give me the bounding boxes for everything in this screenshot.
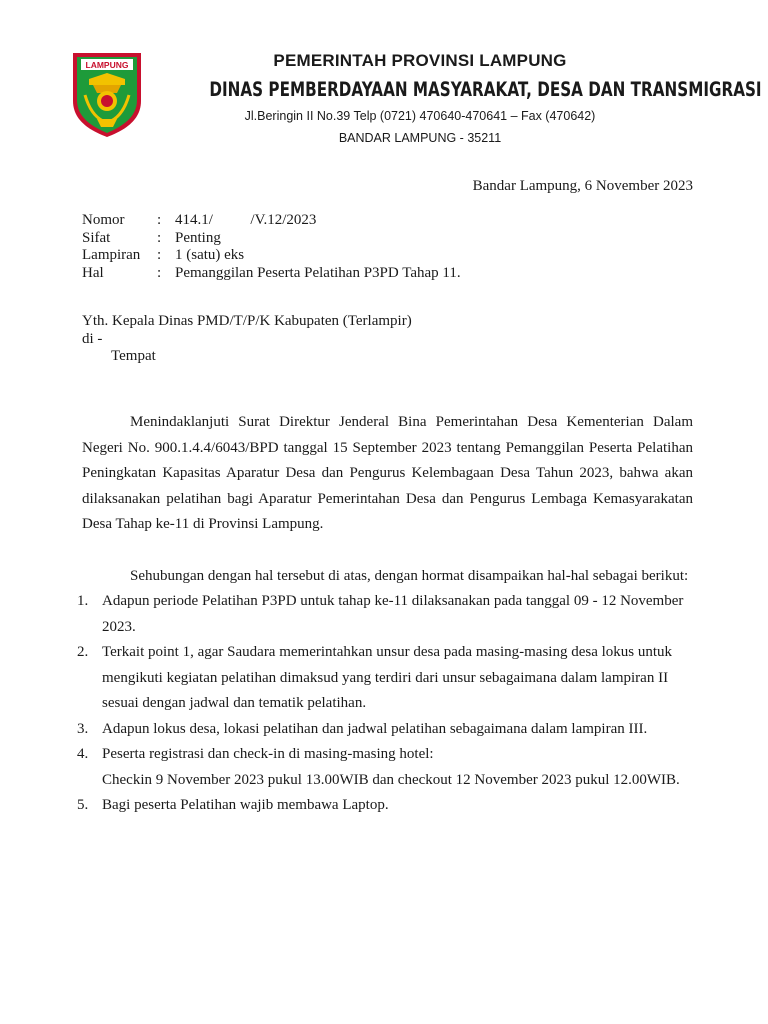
meta-colon: : bbox=[157, 229, 162, 246]
meta-colon: : bbox=[157, 264, 162, 281]
meta-row-lampiran bbox=[82, 247, 461, 265]
points-list bbox=[77, 589, 693, 819]
office-address: Jl.Beringin II No.39 Telp (0721) 470640-470641 – Fax (470642) bbox=[244, 109, 596, 123]
list-item bbox=[77, 742, 693, 793]
list-number: 3. bbox=[77, 720, 89, 737]
meta-value: Penting bbox=[175, 229, 221, 246]
meta-value: Pemanggilan Peserta Pelatihan P3PD Tahap 11. bbox=[175, 264, 461, 281]
government-title: PEMERINTAH PROVINSI LAMPUNG bbox=[273, 51, 567, 70]
meta-label: Nomor bbox=[82, 212, 125, 228]
list-number: 1. bbox=[77, 593, 89, 609]
recipient-place: Tempat bbox=[111, 348, 156, 364]
recipient-di: di - bbox=[82, 330, 103, 347]
list-number: 2. bbox=[77, 644, 89, 660]
list-item bbox=[77, 717, 693, 743]
list-text-continued: Checkin 9 November 2023 pukul 13.00WIB dan checkout 12 November 2023 pukul 12.00WIB. bbox=[102, 771, 680, 788]
list-number: 5. bbox=[77, 797, 89, 813]
meta-row-sifat bbox=[82, 230, 461, 248]
meta-row-hal bbox=[82, 265, 461, 283]
meta-colon: : bbox=[157, 212, 162, 228]
meta-label: Hal bbox=[82, 264, 104, 281]
list-text: Adapun periode Pelatihan P3PD untuk tahap ke-11 dilaksanakan pada tanggal 09 - 12 November 2023. bbox=[102, 593, 684, 635]
meta-value: 1 (satu) eks bbox=[175, 247, 245, 263]
list-item bbox=[77, 793, 693, 819]
list-text: Terkait point 1, agar Saudara memerintahkan unsur desa pada masing-masing desa lokus untuk mengikuti kegiatan pelatihan dimaksud yang terdiri dari unsur sebagaimana dalam lampiran II sesuai dengan jadwal dan tematik pelatihan. bbox=[102, 644, 673, 711]
meta-label: Sifat bbox=[82, 229, 111, 246]
list-text: Bagi peserta Pelatihan wajib membawa Laptop. bbox=[102, 797, 389, 813]
list-text: Peserta registrasi dan check-in di masing-masing hotel: bbox=[102, 746, 434, 762]
meta-row-nomor bbox=[82, 212, 461, 230]
recipient-block bbox=[82, 313, 412, 366]
letter-meta bbox=[82, 212, 461, 282]
office-city-postal: BANDAR LAMPUNG - 35211 bbox=[338, 131, 502, 145]
place-date: Bandar Lampung, 6 November 2023 bbox=[472, 178, 693, 194]
list-number: 4. bbox=[77, 746, 89, 762]
lampung-emblem-logo bbox=[67, 49, 147, 139]
letter-body bbox=[77, 410, 693, 819]
list-item bbox=[77, 589, 693, 640]
recipient-line: Yth. Kepala Dinas PMD/T/P/K Kabupaten (Terlampir) bbox=[82, 313, 412, 329]
meta-value: 414.1/ /V.12/2023 bbox=[175, 212, 317, 228]
list-item bbox=[77, 640, 693, 717]
logo-text: LAMPUNG bbox=[85, 60, 129, 70]
department-title: DINAS PEMBERDAYAAN MASYARAKAT, DESA DAN TRANSMIGRASI bbox=[209, 78, 762, 101]
meta-colon: : bbox=[157, 247, 162, 263]
meta-label: Lampiran bbox=[82, 247, 141, 263]
list-text: Adapun lokus desa, lokasi pelatihan dan jadwal pelatihan sebagaimana dalam lampiran III. bbox=[102, 720, 648, 737]
paragraph-intro: Menindaklanjuti Surat Direktur Jenderal Bina Pemerintahan Desa Kementerian Dalam Negeri No. 900.1.4.4/6043/BPD tanggal 15 September 2023 tentang Pemanggilan Peserta Pelatihan Peningkatan Kapasitas Aparatur Desa dan Pengurus Kelembagaan Desa Tahun 2023, bahwa akan dilaksanakan pelatihan bagi Aparatur Pemerintahan Desa dan Pengurus Lembaga Kemasyarakatan Desa Tahap ke-11 di Provinsi Lampung. bbox=[82, 414, 693, 532]
paragraph-points-intro: Sehubungan dengan hal tersebut di atas, dengan hormat disampaikan hal-hal sebagai berikut: bbox=[130, 567, 689, 584]
